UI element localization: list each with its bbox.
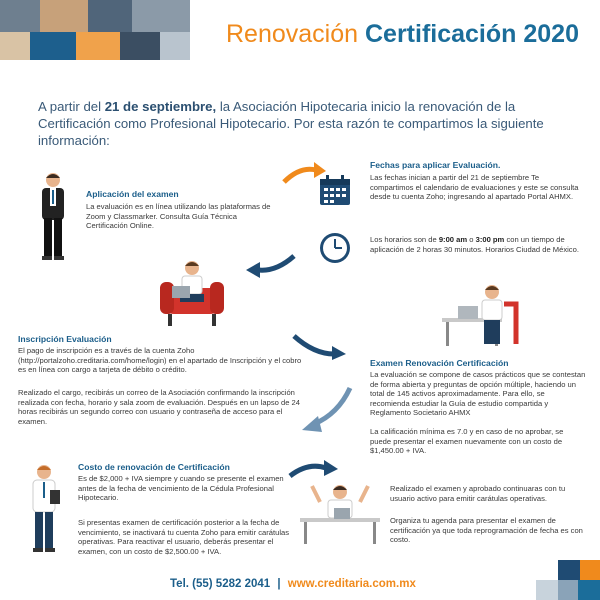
aplicacion-heading: Aplicación del examen	[86, 189, 179, 199]
aprobado-body-2: Organiza tu agenda para presentar el examen de certificación ya que toda reprogramación de fecha es con costo.	[390, 516, 583, 545]
examen-heading: Examen Renovación Certificación	[370, 358, 509, 368]
man-armchair-laptop-illustration	[158, 258, 226, 330]
intro-date: 21 de septiembre,	[104, 99, 217, 114]
title-bold: Certificación 2020	[364, 20, 579, 48]
footer-website-link[interactable]: www.creditaria.com.mx	[287, 578, 416, 590]
corner-color-blocks	[536, 560, 600, 600]
aplicacion-body: La evaluación es en línea utilizando las plataformas de Zoom y Classmarker. Consulta Guía Técnica Certificación Online.	[86, 202, 271, 231]
costo-heading: Costo de renovación de Certificación	[78, 462, 230, 472]
horario-manana: 9:00 am	[438, 235, 468, 244]
clock-icon	[318, 231, 352, 265]
costo-body-2: Si presentas examen de certificación posterior a la fecha de vencimiento, se inactivará tu cuenta Zoho para emitir carátulas operativas. Para reactivar el usuario, deberás presentar el examen, con un costo de $2,500.00 + IVA.	[78, 518, 290, 556]
header-photo-mosaic	[0, 0, 190, 60]
examen-body-1: La evaluación se compone de casos prácticos que se contestan de forma abierta y preguntas de opción múltiple, haciendo un total de 145 activos aproximadamente. Para ello, se recomienda estudiar la Guía de estudio compartida y Reglamento Societario AHMX	[370, 370, 586, 418]
intro-part2: la Asociación Hipotecaria inicio la renovación de la Certificación como Profesional Hipotecario. Por esta razón te compartimos la siguiente información:	[38, 99, 544, 148]
horario-tarde: 3:00 pm	[475, 235, 505, 244]
footer-phone: Tel. (55) 5282 2041	[170, 578, 271, 590]
arrow-icon	[244, 250, 298, 280]
man-with-tablet-illustration	[22, 462, 66, 554]
calendar-icon	[318, 173, 352, 207]
footer-contact	[170, 578, 416, 590]
inscripcion-body-2: Realizado el cargo, recibirás un correo de la Asociación confirmando la inscripción realizada con fecha, horario y sala zoom de evaluación. Después en un lapso de 24 horas recibirás un segundo correo con usuario y contraseña de acceso para el examen.	[18, 388, 300, 426]
arrow-icon	[300, 384, 356, 436]
page-title	[226, 20, 579, 49]
fechas-body: Las fechas inician a partir del 21 de septiembre Te compartimos el calendario de evaluaciones y este se consulta desde tu cuenta Zoho; ingresando al apartado Portal AHMX.	[370, 173, 579, 202]
inscripcion-heading: Inscripción Evaluación	[18, 334, 112, 344]
happy-man-desk-illustration	[300, 480, 382, 546]
fechas-heading: Fechas para aplicar Evaluación.	[370, 160, 501, 170]
examen-body-2: La calificación mínima es 7.0 y en caso de no aprobar, se puede presentar el examen nuevamente con un costo de $1,450.00 + IVA.	[370, 427, 564, 456]
intro-part1: A partir del	[38, 99, 102, 114]
man-desk-laptop-illustration	[442, 282, 528, 348]
footer-separator: |	[277, 578, 281, 590]
aprobado-body-1: Realizado el examen y aprobado continuaras con tu usuario activo para emitir carátulas operativas.	[390, 484, 566, 503]
inscripcion-body-1: El pago de inscripción es a través de la cuenta Zoho (http://portalzoho.creditaria.com/home/login) en el apartado de Inscripción y el cobro es en línea con cargo a tarjeta de débito o crédito.	[18, 346, 302, 375]
title-light: Renovación	[226, 20, 359, 48]
horarios-body: Los horarios son de 9:00 am o 3:00 pm con un tiempo de aplicación de 2 horas 30 minutos. Horarios Ciudad de México.	[370, 235, 579, 254]
arrow-icon	[290, 330, 350, 362]
intro-paragraph	[38, 98, 568, 149]
costo-body-1: Es de $2,000 + IVA siempre y cuando se presente el examen antes de la fecha de vencimiento de la Cédula Profesional Hipotecario.	[78, 474, 284, 503]
standing-man-illustration	[30, 170, 76, 262]
